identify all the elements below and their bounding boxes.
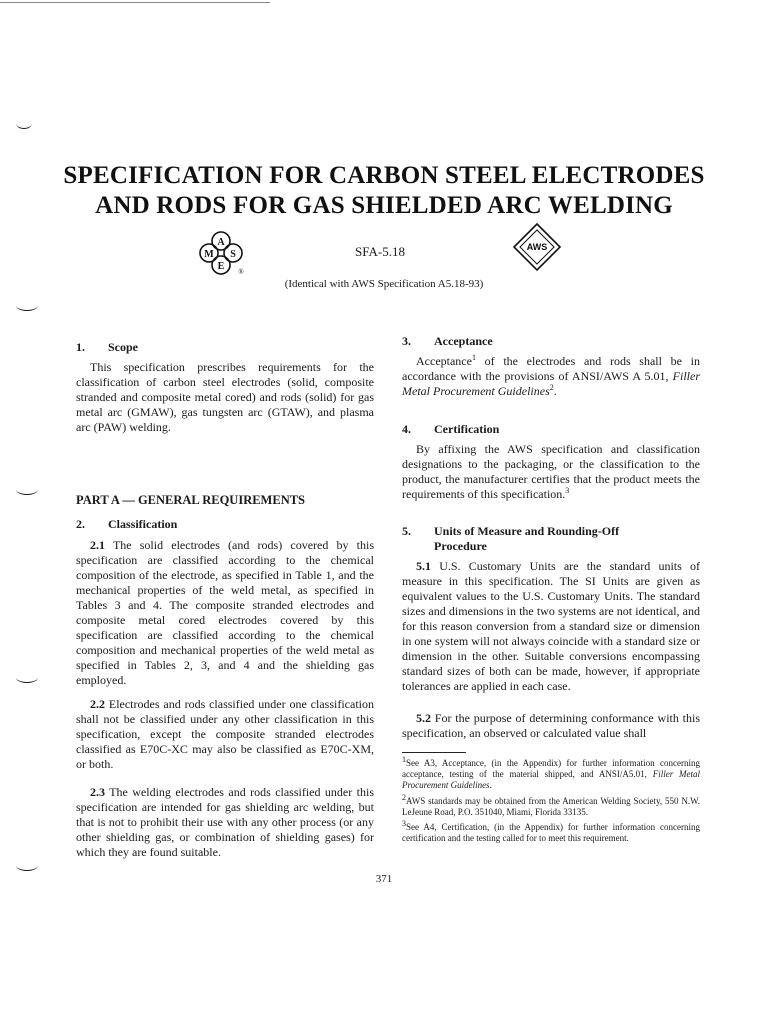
footnote-ref: 3 [565, 486, 570, 495]
asme-letter: E [217, 261, 225, 272]
footnote-mark: 1 [402, 755, 406, 764]
asme-letter: S [230, 249, 236, 260]
registered-mark: ® [238, 268, 244, 276]
section-title: Scope [108, 340, 138, 354]
identical-note: (Identical with AWS Specification A5.18-93) [284, 278, 484, 290]
heading-units-line-2: Procedure [434, 539, 487, 553]
heading-certification [402, 422, 700, 437]
paragraph-text: Electrodes and rods classified under one classification shall not be classified under any other classification in this specification, except the composite stranded electrodes classified as E70C-XC may also be classified as E70C-XM, or both. [76, 697, 374, 771]
guideline-title: Filler Metal Procurement Guidelines [402, 369, 700, 398]
section-number: 5. [402, 524, 411, 538]
footnote-1: $^1$See A3, Acceptance, (in the Appendix) for further information concerning acceptance, testing of the material shipped, and ANSI/A5.01, Filler Metal Procurement Guidelines. [402, 755, 700, 790]
part-a-heading: PART A — GENERAL REQUIREMENTS [76, 493, 306, 507]
scan-edge-mark [16, 860, 38, 871]
units-paragraph-5-1 [402, 559, 700, 694]
asme-logo [194, 230, 248, 276]
footnote-mark: 3 [402, 819, 406, 828]
footnote-ref: 1 [471, 353, 476, 362]
asme-letter: A [217, 237, 225, 248]
acceptance-paragraph: Acceptance$^1$ of the electrodes and rods shall be in accordance with the provisions of ANSI/AWS A 5.01, Filler Metal Procurement Guidelines$^2$. [402, 353, 700, 398]
asme-letter: M [204, 249, 214, 260]
units-paragraph-5-2 [402, 711, 700, 741]
section-number: 1. [76, 340, 85, 354]
section-title: Certification [434, 422, 500, 436]
scan-artifact-line [0, 2, 270, 3]
footnote-3: $^3$See A4, Certification, (in the Appendix) for further information concerning certification and the testing called for to meet this requirement. [402, 819, 700, 843]
scan-edge-mark [16, 300, 38, 311]
footnote-ref: 2 [549, 383, 554, 392]
paragraph-number: 2.1 [90, 538, 105, 552]
classification-paragraph-2-3 [76, 785, 374, 860]
paragraph-text: The solid electrodes (and rods) covered by this specification are classified according to the chemical composition of the electrode, as specified in Table 1, and the mechanical properties of the weld metal, as specified in Tables 3 and 4. The composite stranded electrodes and composite metal cored electrodes covered by this specification are classified according to the chemical composition and mechanical properties of the weld metal as specified in Tables 2, 3, and 4 and the shielding gas employed. [76, 538, 374, 687]
classification-paragraph-2-2 [76, 697, 374, 772]
section-title: Classification [108, 517, 178, 531]
heading-acceptance [402, 334, 700, 349]
paragraph-text: For the purpose of determining conformance with this specification, an observed or calculated value shall [402, 711, 700, 740]
footnote-2: $^2$AWS standards may be obtained from the American Welding Society, 550 N.W. LeJeune Road, P.O. 351040, Miami, Florida 33135. [402, 793, 700, 817]
section-number: 4. [402, 422, 411, 436]
paragraph-text: The welding electrodes and rods classified under this specification are intended for gas shielding arc welding, but that is not to prohibit their use with any other process (or any other shielding gas, or combination of shielding gases) for which they are found suitable. [76, 785, 374, 859]
footnote-mark: 2 [402, 793, 406, 802]
paragraph-number: 5.1 [416, 559, 431, 573]
paragraph-text: U.S. Customary Units are the standard units of measure in this specification. The SI Units are given as equivalent values to the U.S. Customary Units. The standard sizes and dimensions in the two systems are not identical, and for this reason conversion from a standard size or dimension in one system will not always coincide with a standard size or dimension in the other. Suitable conversions encompassing standard sizes of both can be made, however, if appropriate tolerances are applied in each case. [402, 559, 700, 693]
paragraph-number: 2.3 [90, 785, 105, 799]
section-title: Acceptance [434, 334, 493, 348]
scan-edge-mark [16, 672, 38, 683]
section-title: Units of Measure and Rounding-Off [434, 524, 620, 538]
section-number: 2. [76, 517, 85, 531]
aws-logo-text: AWS [526, 242, 548, 252]
paragraph-text: Acceptance [416, 354, 472, 368]
paragraph-text: By affixing the AWS specification and classification designations to the packaging, or the classification to the product, the manufacturer certifies that the product meets the requirements of this specification. [402, 442, 700, 501]
certification-paragraph [402, 442, 700, 502]
document-title-line-2: AND RODS FOR GAS SHIELDED ARC WELDING [95, 192, 673, 219]
paragraph-text: of the electrodes and rods shall be in accordance with the provisions of ANSI/AWS A 5.01, [402, 354, 700, 383]
footnote-rule [402, 752, 466, 753]
scope-paragraph: This specification prescribes requirements for the classification of carbon steel electrodes (solid, composite stranded and composite metal cored) and rods (solid) for gas metal arc (GMAW), gas tungsten arc (GTAW), and plasma arc (PAW) welding. [76, 360, 374, 434]
aws-logo [512, 222, 562, 272]
paragraph-number: 2.2 [90, 697, 105, 711]
heading-scope [76, 340, 374, 355]
paragraph-number: 5.2 [416, 711, 431, 725]
spec-number: SFA-5.18 [355, 244, 405, 259]
scan-edge-mark [16, 118, 32, 129]
page-number: 371 [375, 873, 393, 885]
heading-units [402, 524, 700, 539]
scan-edge-mark [16, 484, 38, 495]
heading-classification [76, 517, 374, 532]
classification-paragraph-2-1 [76, 538, 374, 688]
section-number: 3. [402, 334, 411, 348]
document-title-line-1: SPECIFICATION FOR CARBON STEEL ELECTRODES [63, 162, 705, 189]
